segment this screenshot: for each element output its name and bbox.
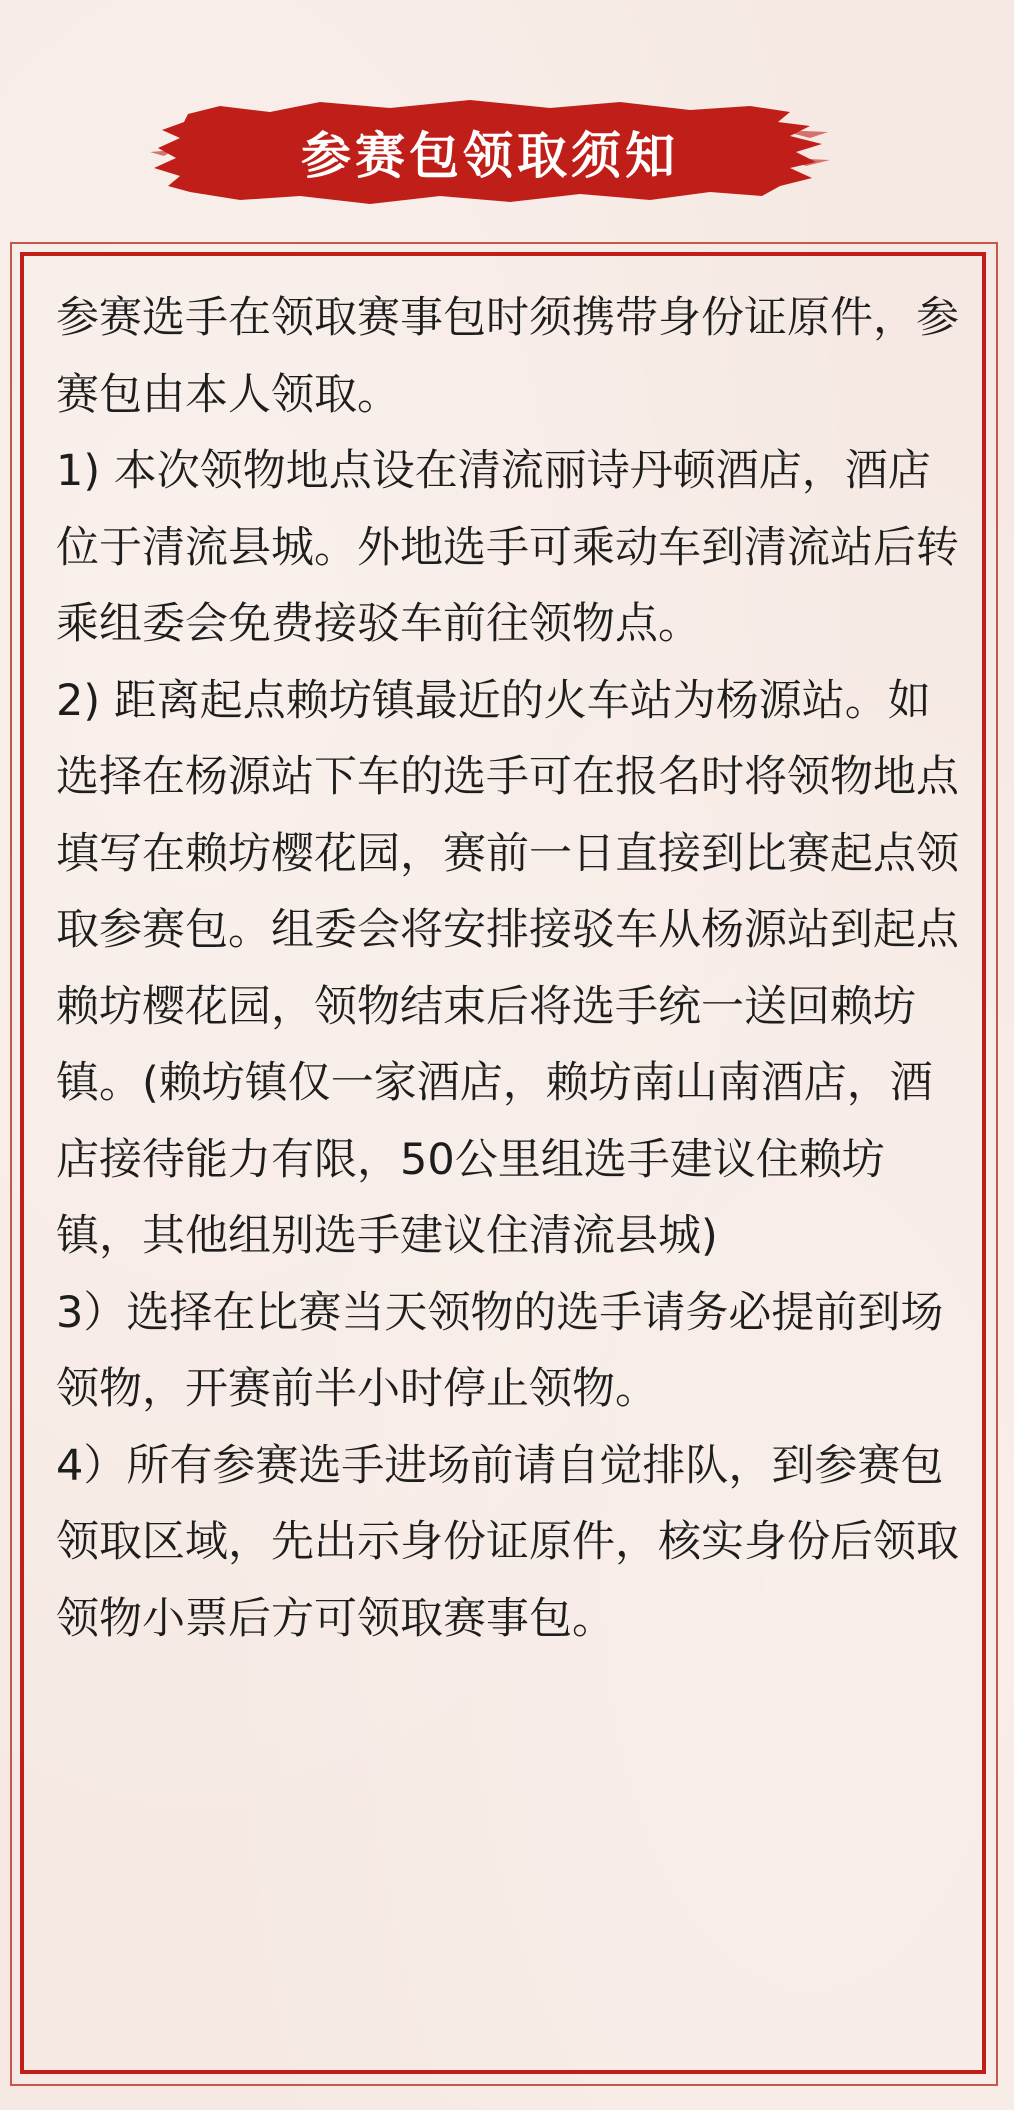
page-title: 参赛包领取须知 [301,127,679,185]
notice-item-1: 1) 本次领物地点设在清流丽诗丹顿酒店，酒店位于清流县城。外地选手可乘动车到清流站后转乘组委会免费接驳车前往领物点。 [56,446,959,649]
title-banner [150,92,830,212]
notice-item-3: 3）选择在比赛当天领物的选手请务必提前到场领物，开赛前半小时停止领物。 [56,1287,944,1414]
notice-item-4: 4）所有参赛选手进场前请自觉排队，到参赛包领取区域，先出示身份证原件，核实身份后领取领物小票后方可领取赛事包。 [56,1440,959,1644]
notice-intro: 参赛选手在领取赛事包时须携带身份证原件，参赛包由本人领取。 [56,293,959,420]
notice-item-2: 2) 距离起点赖坊镇最近的火车站为杨源站。如选择在杨源站下车的选手可在报名时将领物地点填写在赖坊樱花园，赛前一日直接到比赛起点领取参赛包。组委会将安排接驳车从杨源站到起点赖坊樱花园，领物结束后将选手统一送回赖坊镇。(赖坊镇仅一家酒店，赖坊南山南酒店，酒店接待能力有限，50公里组选手建议住赖坊镇，其他组别选手建议住清流县城) [56,675,959,1261]
notice-content [56,280,960,1657]
